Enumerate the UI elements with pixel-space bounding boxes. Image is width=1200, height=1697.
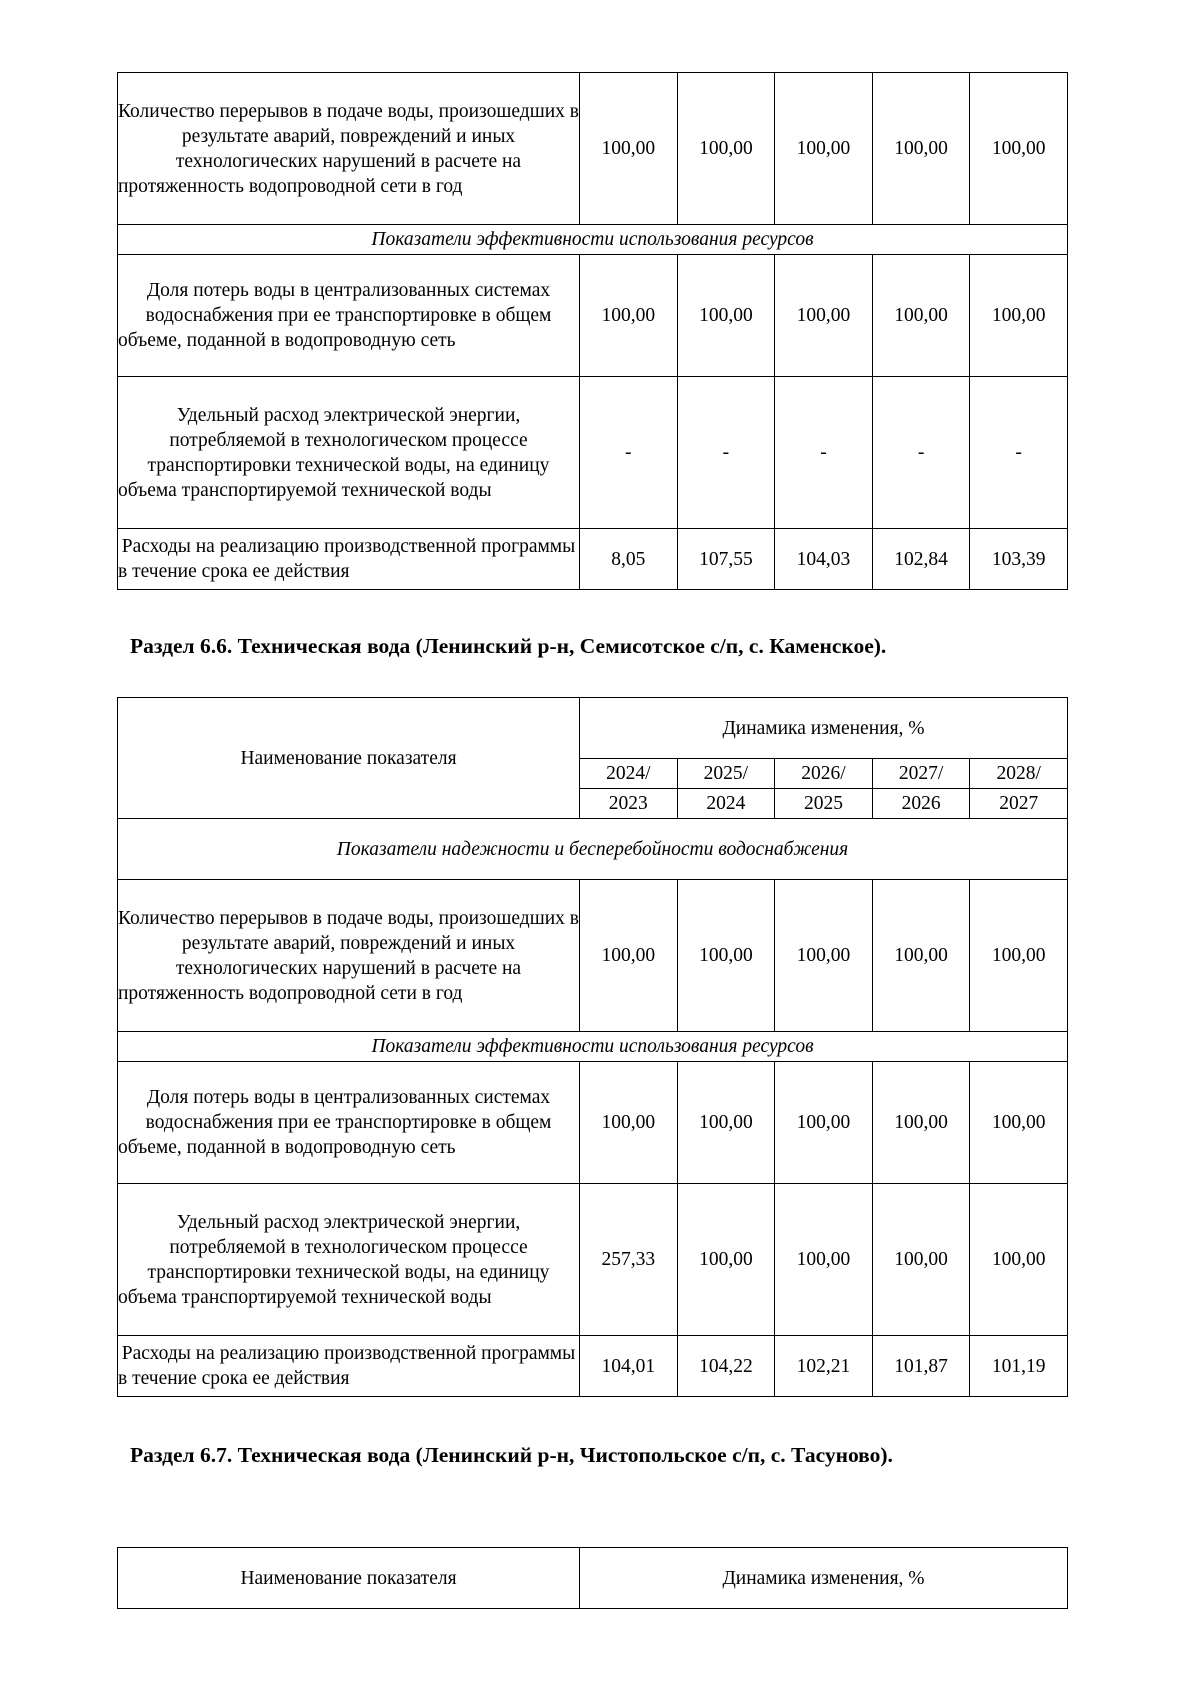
year-cell: 2023 bbox=[580, 789, 678, 819]
value-cell: - bbox=[872, 377, 970, 529]
value-cell: 100,00 bbox=[677, 1062, 775, 1184]
value-cell: 8,05 bbox=[580, 529, 678, 590]
year-cell: 2027/ bbox=[872, 759, 970, 789]
year-cell: 2025/ bbox=[677, 759, 775, 789]
table-6-6-body bbox=[118, 819, 1068, 1397]
year-cell: 2026/ bbox=[775, 759, 873, 789]
value-cell: 100,00 bbox=[872, 880, 970, 1032]
header-name-cell: Наименование показателя bbox=[118, 698, 580, 819]
table-row bbox=[118, 377, 1068, 529]
value-cell: 100,00 bbox=[970, 1184, 1068, 1336]
value-cell: 101,87 bbox=[872, 1336, 970, 1397]
section-6-7-heading: Раздел 6.7. Техническая вода (Ленинский р-н, Чистопольское с/п, с. Тасуново). bbox=[130, 1443, 893, 1467]
value-cell: 100,00 bbox=[677, 1184, 775, 1336]
indicator-name: Удельный расход электрической энергии, потребляемой в технологическом процессе транспортировки технической воды, на единицу объема транспортируемой технической воды bbox=[118, 1184, 580, 1336]
indicator-name: Количество перерывов в подаче воды, произошедших в результате аварий, повреждений и иных технологических нарушений в расчете на протяженность водопроводной сети в год bbox=[118, 73, 580, 225]
indicator-name: Количество перерывов в подаче воды, произошедших в результате аварий, повреждений и иных технологических нарушений в расчете на протяженность водопроводной сети в год bbox=[118, 880, 580, 1032]
indicator-name: Доля потерь воды в централизованных системах водоснабжения при ее транспортировке в общем объеме, поданной в водопроводную сеть bbox=[118, 255, 580, 377]
value-cell: 100,00 bbox=[580, 880, 678, 1032]
value-cell: 100,00 bbox=[872, 1062, 970, 1184]
year-cell: 2027 bbox=[970, 789, 1068, 819]
value-cell: - bbox=[970, 377, 1068, 529]
value-cell: 102,84 bbox=[872, 529, 970, 590]
table-row bbox=[118, 1336, 1068, 1397]
table-continuation-body bbox=[118, 73, 1068, 590]
section-row bbox=[118, 1032, 1068, 1062]
value-cell: 100,00 bbox=[775, 255, 873, 377]
value-cell: 104,22 bbox=[677, 1336, 775, 1397]
section-label: Показатели надежности и бесперебойности водоснабжения bbox=[118, 819, 1068, 880]
value-cell: 100,00 bbox=[970, 1062, 1068, 1184]
value-cell: - bbox=[677, 377, 775, 529]
value-cell: 100,00 bbox=[872, 1184, 970, 1336]
value-cell: 100,00 bbox=[970, 255, 1068, 377]
value-cell: 100,00 bbox=[872, 73, 970, 225]
section-label: Показатели эффективности использования ресурсов bbox=[118, 225, 1068, 255]
year-cell: 2026 bbox=[872, 789, 970, 819]
value-cell: 100,00 bbox=[580, 73, 678, 225]
value-cell: 100,00 bbox=[872, 255, 970, 377]
table-6-7 bbox=[117, 1547, 1068, 1609]
header-dynamics-cell: Динамика изменения, % bbox=[580, 698, 1068, 759]
value-cell: 103,39 bbox=[970, 529, 1068, 590]
section-6-6-heading: Раздел 6.6. Техническая вода (Ленинский р-н, Семисотское с/п, с. Каменское). bbox=[130, 634, 887, 658]
section-row bbox=[118, 819, 1068, 880]
value-cell: - bbox=[775, 377, 873, 529]
value-cell: 100,00 bbox=[677, 255, 775, 377]
section-row bbox=[118, 225, 1068, 255]
value-cell: 104,01 bbox=[580, 1336, 678, 1397]
value-cell: 100,00 bbox=[775, 880, 873, 1032]
value-cell: 100,00 bbox=[580, 255, 678, 377]
header-dynamics-cell: Динамика изменения, % bbox=[580, 1548, 1068, 1609]
indicator-name: Удельный расход электрической энергии, потребляемой в технологическом процессе транспортировки технической воды, на единицу объема транспортируемой технической воды bbox=[118, 377, 580, 529]
value-cell: 107,55 bbox=[677, 529, 775, 590]
section-label: Показатели эффективности использования ресурсов bbox=[118, 1032, 1068, 1062]
year-cell: 2025 bbox=[775, 789, 873, 819]
value-cell: 100,00 bbox=[775, 73, 873, 225]
value-cell: 100,00 bbox=[775, 1184, 873, 1336]
table-row bbox=[118, 1062, 1068, 1184]
value-cell: 102,21 bbox=[775, 1336, 873, 1397]
year-cell: 2024 bbox=[677, 789, 775, 819]
table-6-6 bbox=[117, 697, 1068, 1397]
value-cell: 100,00 bbox=[970, 73, 1068, 225]
value-cell: 257,33 bbox=[580, 1184, 678, 1336]
header-name-cell: Наименование показателя bbox=[118, 1548, 580, 1609]
value-cell: - bbox=[580, 377, 678, 529]
table-row bbox=[118, 255, 1068, 377]
value-cell: 100,00 bbox=[775, 1062, 873, 1184]
value-cell: 100,00 bbox=[677, 880, 775, 1032]
year-cell: 2028/ bbox=[970, 759, 1068, 789]
value-cell: 101,19 bbox=[970, 1336, 1068, 1397]
table-row bbox=[118, 880, 1068, 1032]
indicator-name: Расходы на реализацию производственной программы в течение срока ее действия bbox=[118, 529, 580, 590]
year-cell: 2024/ bbox=[580, 759, 678, 789]
table-row bbox=[118, 529, 1068, 590]
value-cell: 100,00 bbox=[970, 880, 1068, 1032]
indicator-name: Расходы на реализацию производственной программы в течение срока ее действия bbox=[118, 1336, 580, 1397]
table-row bbox=[118, 1184, 1068, 1336]
table-continuation bbox=[117, 72, 1068, 590]
value-cell: 100,00 bbox=[677, 73, 775, 225]
table-row bbox=[118, 73, 1068, 225]
value-cell: 100,00 bbox=[580, 1062, 678, 1184]
indicator-name: Доля потерь воды в централизованных системах водоснабжения при ее транспортировке в общем объеме, поданной в водопроводную сеть bbox=[118, 1062, 580, 1184]
value-cell: 104,03 bbox=[775, 529, 873, 590]
